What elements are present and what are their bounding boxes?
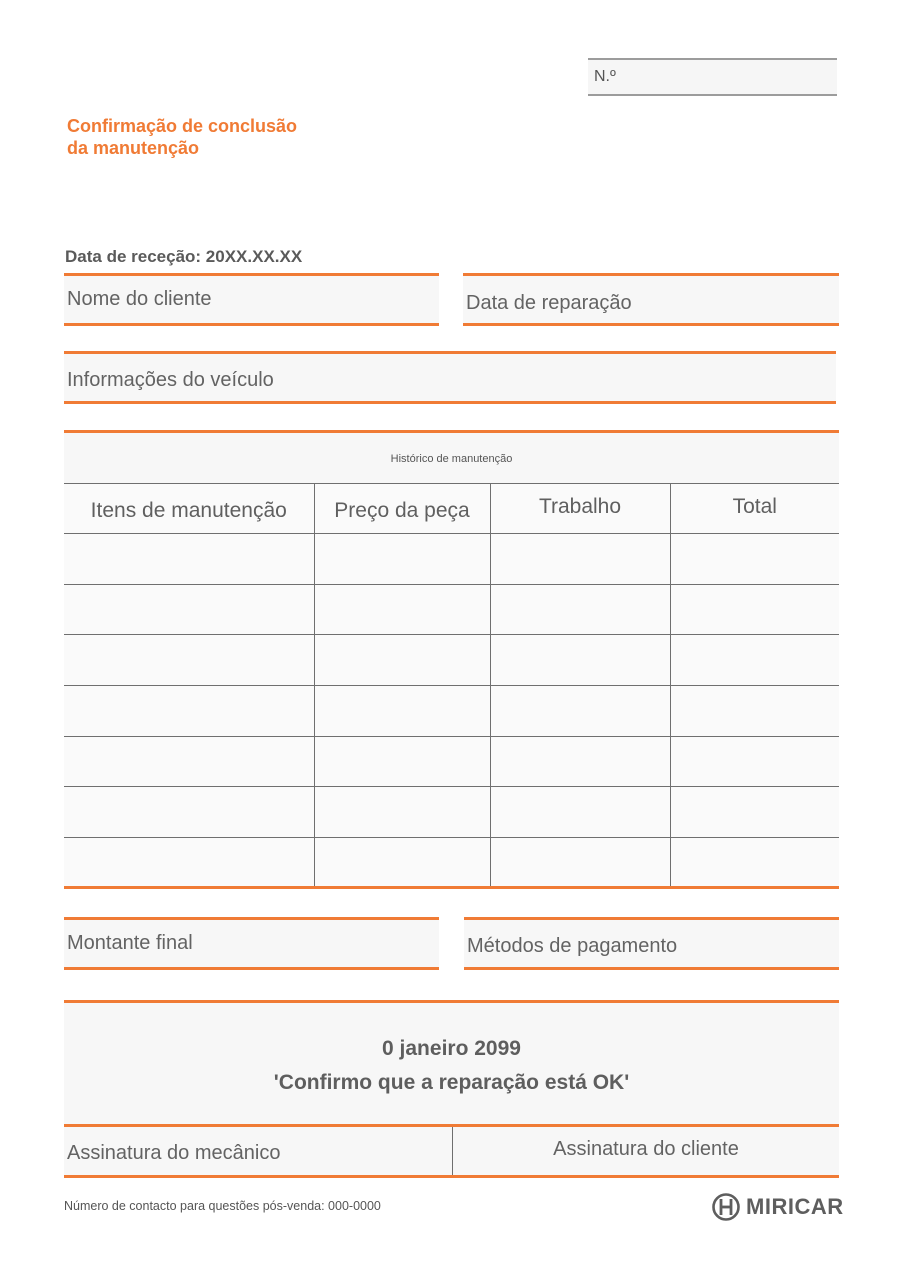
client-name-label: Nome do cliente [67,288,212,310]
maintenance-history-table [64,483,839,889]
brand-name: MIRICAR [746,1194,844,1219]
column-header-items: Itens de manutenção [64,484,314,534]
table-cell[interactable] [64,838,314,889]
table-cell[interactable] [670,635,839,686]
table-cell[interactable] [670,686,839,737]
table-cell[interactable] [490,584,670,635]
table-cell[interactable] [670,736,839,787]
table-cell[interactable] [314,686,490,737]
table-row [64,534,839,585]
mechanic-signature-label: Assinatura do mecânico [67,1142,281,1164]
table-row [64,838,839,889]
table-cell[interactable] [64,686,314,737]
confirmation-statement: 'Confirmo que a reparação está OK' [273,1071,630,1094]
column-header-labor: Trabalho [490,484,670,534]
document-number-field[interactable] [588,58,837,96]
table-cell[interactable] [314,534,490,585]
table-cell[interactable] [314,787,490,838]
history-caption: Histórico de manutenção [390,453,513,465]
document-title-line2: da manutenção [67,138,200,158]
after-sales-contact: Número de contacto para questões pós-venda: 000-0000 [64,1199,381,1213]
table-cell[interactable] [314,635,490,686]
table-row [64,584,839,635]
document-title-line1: Confirmação de conclusão [67,116,298,136]
payment-methods-label: Métodos de pagamento [467,935,678,957]
column-header-part-price: Preço da peça [314,484,490,534]
table-cell[interactable] [64,534,314,585]
table-cell[interactable] [490,534,670,585]
table-cell[interactable] [314,584,490,635]
table-cell[interactable] [314,736,490,787]
column-header-total: Total [670,484,839,534]
table-cell[interactable] [64,584,314,635]
table-cell[interactable] [490,635,670,686]
table-cell[interactable] [490,686,670,737]
table-cell[interactable] [670,787,839,838]
final-amount-label: Montante final [67,932,193,954]
table-row [64,787,839,838]
table-cell[interactable] [670,838,839,889]
table-cell[interactable] [670,534,839,585]
table-cell[interactable] [670,584,839,635]
vehicle-info-label: Informações do veículo [67,369,274,391]
client-signature-label: Assinatura do cliente [553,1138,739,1160]
brand-mark-icon [711,1192,741,1222]
table-cell[interactable] [314,838,490,889]
document-number-label: N.º [594,68,616,85]
table-cell[interactable] [64,787,314,838]
table-cell[interactable] [490,787,670,838]
document-title [67,115,297,159]
table-header-row [64,484,839,534]
table-body [64,534,839,889]
reception-date: Data de receção: 20XX.XX.XX [65,247,303,266]
brand-logo [711,1192,844,1222]
confirmation-date: 0 janeiro 2099 [382,1037,521,1060]
table-cell[interactable] [490,838,670,889]
table-cell[interactable] [490,736,670,787]
table-row [64,736,839,787]
table-cell[interactable] [64,736,314,787]
confirmation-block [64,1003,839,1124]
table-row [64,635,839,686]
table-cell[interactable] [64,635,314,686]
repair-date-label: Data de reparação [466,292,632,314]
table-row [64,686,839,737]
